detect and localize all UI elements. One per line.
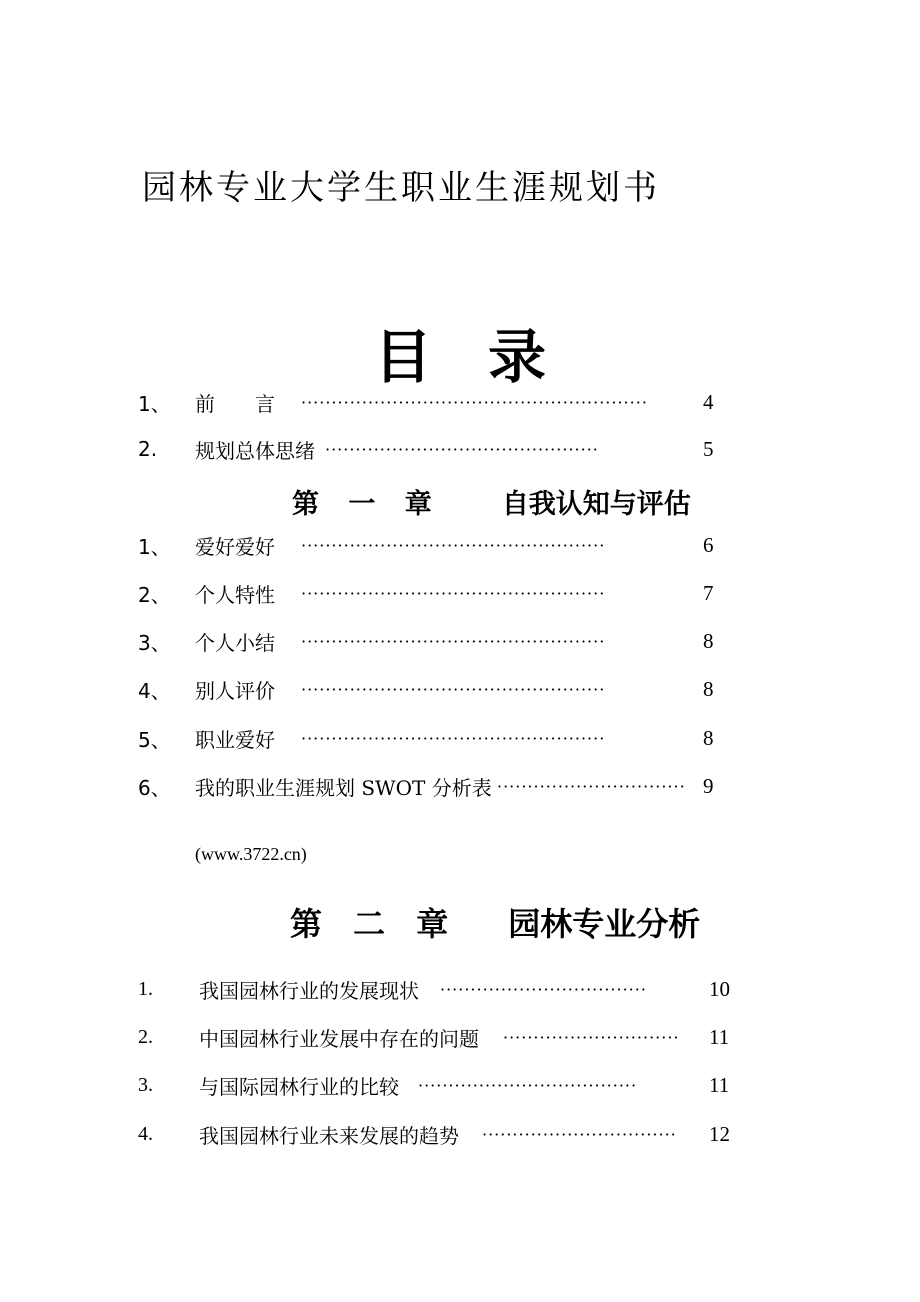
toc-entry-label: 我国园林行业未来发展的趋势	[199, 1123, 459, 1148]
toc-entry[interactable]	[138, 387, 738, 417]
toc-entry-page: 4	[703, 389, 714, 414]
toc-entry-number: 1、	[138, 534, 171, 559]
toc-entry-page: 12	[709, 1121, 730, 1146]
toc-leader-dots: ··················································	[301, 631, 606, 651]
toc-entry-label: 与国际园林行业的比较	[199, 1074, 399, 1099]
toc-entry-number: 2.	[138, 1025, 153, 1048]
toc-entry[interactable]	[138, 434, 738, 464]
toc-entry-number: 6、	[138, 775, 171, 800]
toc-entry-page: 8	[703, 676, 714, 701]
toc-entry-page: 5	[703, 436, 714, 461]
toc-entry[interactable]	[138, 578, 738, 608]
toc-entry[interactable]	[138, 771, 738, 801]
toc-heading-char-1: 目	[373, 323, 432, 391]
toc-leader-dots: ··································	[440, 979, 647, 999]
toc-leader-dots: ································	[482, 1124, 677, 1144]
toc-entry-number: 2、	[138, 582, 171, 607]
toc-entry-page: 11	[709, 1024, 730, 1049]
chapter-1-title: 自我认知与评估	[501, 489, 691, 520]
toc-entry[interactable]	[138, 1119, 758, 1149]
toc-entry-page: 9	[703, 773, 714, 798]
toc-leader-dots: ·························································	[301, 392, 648, 412]
toc-entry-label: 职业爱好	[195, 727, 275, 752]
toc-entry[interactable]	[138, 1070, 758, 1100]
toc-heading-char-2: 录	[488, 323, 547, 391]
toc-entry-label: 中国园林行业发展中存在的问题	[199, 1026, 479, 1051]
document-title: 园林专业大学生职业生涯规划书	[142, 168, 660, 208]
toc-entry-number: 2.	[138, 437, 158, 461]
toc-entry-page: 10	[709, 976, 730, 1001]
toc-leader-dots: ·············································	[325, 439, 599, 459]
toc-entry-page: 7	[703, 580, 714, 605]
chapter-1-heading	[292, 482, 691, 521]
toc-entry-label: 我国园林行业的发展现状	[199, 978, 419, 1003]
website-link[interactable]: (www.3722.cn)	[195, 844, 307, 864]
toc-entry[interactable]	[138, 974, 758, 1004]
toc-leader-dots: ·······························	[497, 776, 686, 796]
toc-entry-page: 6	[703, 532, 714, 557]
toc-entry-page: 8	[703, 725, 714, 750]
toc-entry-number: 3、	[138, 630, 171, 655]
toc-entry-label: 别人评价	[195, 678, 275, 703]
toc-entry-label: 个人特性	[195, 582, 275, 607]
toc-entry[interactable]	[138, 1022, 758, 1052]
toc-entry-page: 11	[709, 1072, 730, 1097]
toc-entry-number: 4、	[138, 678, 171, 703]
toc-entry-number: 3.	[138, 1073, 153, 1096]
toc-entry-number: 5、	[138, 727, 171, 752]
toc-heading	[0, 310, 920, 394]
chapter-2-title: 园林专业分析	[508, 905, 701, 943]
toc-leader-dots: ··················································	[301, 679, 606, 699]
toc-leader-dots: ·····························	[503, 1027, 680, 1047]
toc-leader-dots: ··················································	[301, 583, 606, 603]
chapter-1-label: 第 一 章	[292, 489, 442, 520]
toc-entry-number: 1.	[138, 977, 153, 1000]
toc-entry-number: 1、	[138, 391, 171, 416]
toc-entry[interactable]	[138, 723, 738, 753]
toc-entry-label: 前 言	[195, 391, 275, 416]
toc-entry-label: 爱好爱好	[195, 534, 275, 559]
chapter-2-label: 第 二 章	[290, 905, 459, 943]
toc-leader-dots: ····································	[418, 1075, 638, 1095]
toc-leader-dots: ··················································	[301, 728, 606, 748]
toc-entry-label: 我的职业生涯规划 SWOT 分析表	[195, 775, 492, 800]
toc-leader-dots: ··················································	[301, 535, 606, 555]
toc-entry-label: 个人小结	[195, 630, 275, 655]
toc-entry-number: 4.	[138, 1122, 153, 1145]
toc-entry-page: 8	[703, 628, 714, 653]
toc-entry[interactable]	[138, 626, 738, 656]
toc-entry[interactable]	[138, 530, 738, 560]
toc-entry[interactable]	[138, 674, 738, 704]
toc-entry-label: 规划总体思绪	[195, 438, 315, 463]
chapter-2-heading	[290, 899, 700, 945]
